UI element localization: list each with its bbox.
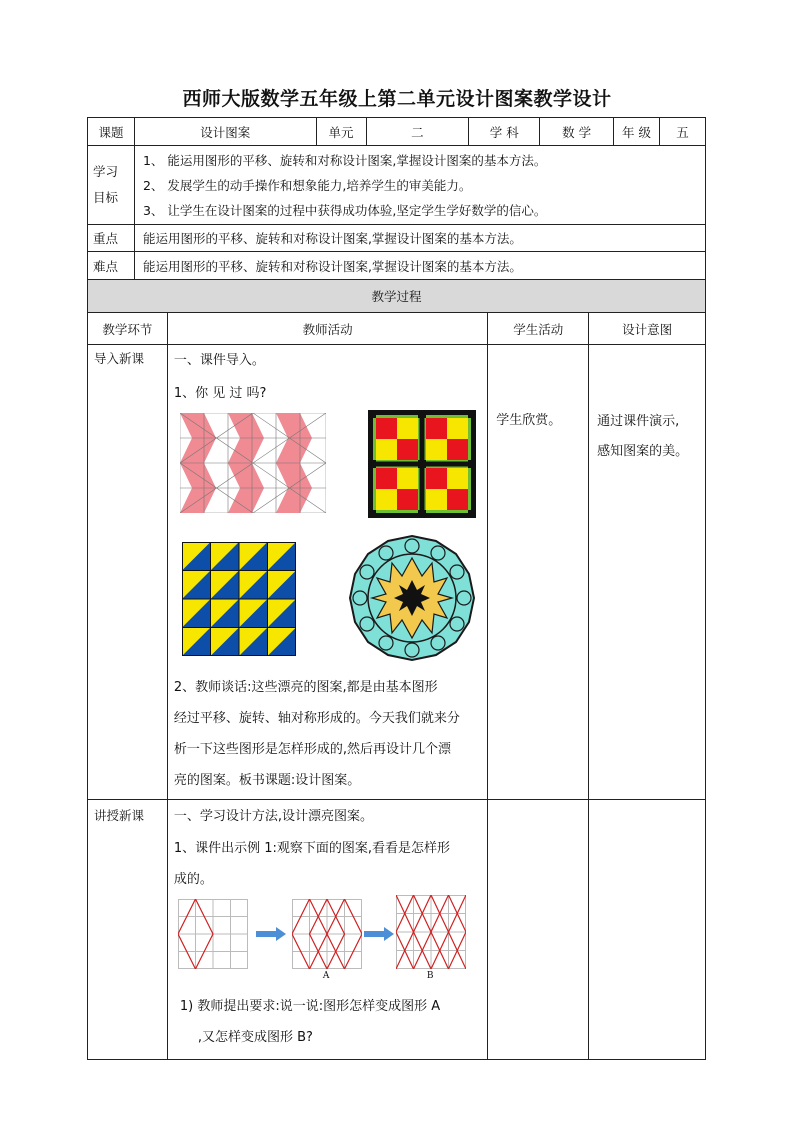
- page-title: 西师大版数学五年级上第二单元设计图案教学设计: [182, 88, 612, 110]
- pink-zigzag-pattern: [180, 413, 326, 513]
- goals-list: [134, 146, 705, 225]
- process-header: 教学过程: [88, 280, 706, 313]
- design-intent-new-lesson: [589, 800, 706, 1060]
- ask-line: 1) 教师提出要求:说一说:图形怎样变成图形 A: [179, 999, 441, 1014]
- intro-talk-line: 亮的图案。板书课题:设计图案。: [173, 773, 361, 788]
- topic-value: 设计图案: [134, 118, 316, 146]
- triangle-grid-pattern: [182, 542, 296, 656]
- transform-figures: [168, 899, 487, 989]
- label-b: B: [426, 971, 434, 981]
- unit-label: 单元: [316, 118, 366, 146]
- goal-item: 3、 让学生在设计图案的过程中获得成功体验,坚定学生学好数学的信心。: [142, 202, 547, 218]
- col-intent: 设计意图: [589, 313, 706, 345]
- example-line: 1、课件出示例 1:观察下面的图案,看看是怎样形: [173, 841, 451, 856]
- key-point-text: 能运用图形的平移、旋转和对称设计图案,掌握设计图案的基本方法。: [134, 225, 705, 252]
- teacher-activity-new-lesson: [167, 800, 487, 1060]
- student-activity-intro: 学生欣赏。: [488, 345, 589, 800]
- goal-item: 2、 发展学生的动手操作和想象能力,培养学生的审美能力。: [142, 177, 472, 193]
- unit-value: 二: [366, 118, 469, 146]
- key-point-label: 重点: [88, 225, 135, 252]
- intro-question: 1、你 见 过 吗?: [173, 386, 267, 401]
- rhombus-grid-figure: [178, 899, 248, 969]
- rosette-pattern: [346, 534, 478, 662]
- goals-label: 学习 目标: [88, 146, 135, 225]
- intro-heading: 一、课件导入。: [173, 353, 265, 368]
- design-intent-intro: 通过课件演示, 感知图案的美。: [589, 345, 706, 800]
- label-a: A: [322, 971, 330, 981]
- figure-b: [396, 895, 466, 969]
- intro-talk-line: 析一下这些图形是怎样形成的,然后再设计几个漂: [173, 742, 451, 757]
- arrow-icon: [256, 927, 286, 941]
- grade-value: 五: [660, 118, 706, 146]
- pattern-gallery: [168, 410, 487, 666]
- col-student: 学生活动: [488, 313, 589, 345]
- info-table: [87, 117, 706, 280]
- figure-a: [292, 899, 362, 969]
- intro-talk-line: 2、教师谈话:这些漂亮的图案,都是由基本图形: [173, 680, 438, 695]
- topic-label: 课题: [88, 118, 135, 146]
- goal-item: 1、 能运用图形的平移、旋转和对称设计图案,掌握设计图案的基本方法。: [142, 152, 547, 168]
- stage-new-lesson: 讲授新课: [88, 800, 168, 1060]
- lesson-heading: 一、学习设计方法,设计漂亮图案。: [173, 809, 373, 824]
- ask-line: ,又怎样变成图形 B?: [197, 1030, 313, 1045]
- col-teacher: 教师活动: [167, 313, 487, 345]
- subject-value: 数 学: [540, 118, 614, 146]
- arrow-icon: [364, 927, 394, 941]
- teacher-activity-intro: [167, 345, 487, 800]
- difficulty-label: 难点: [88, 252, 135, 280]
- col-stage: 教学环节: [88, 313, 168, 345]
- difficulty-text: 能运用图形的平移、旋转和对称设计图案,掌握设计图案的基本方法。: [134, 252, 705, 280]
- subject-label: 学 科: [469, 118, 540, 146]
- intro-talk-line: 经过平移、旋转、轴对称形成的。今天我们就来分: [173, 711, 460, 726]
- process-table: [87, 279, 706, 1060]
- example-line: 成的。: [173, 872, 213, 887]
- stage-intro: 导入新课: [88, 345, 168, 800]
- grade-label: 年 级: [614, 118, 660, 146]
- student-activity-new-lesson: [488, 800, 589, 1060]
- square-quilt-pattern: [368, 410, 476, 518]
